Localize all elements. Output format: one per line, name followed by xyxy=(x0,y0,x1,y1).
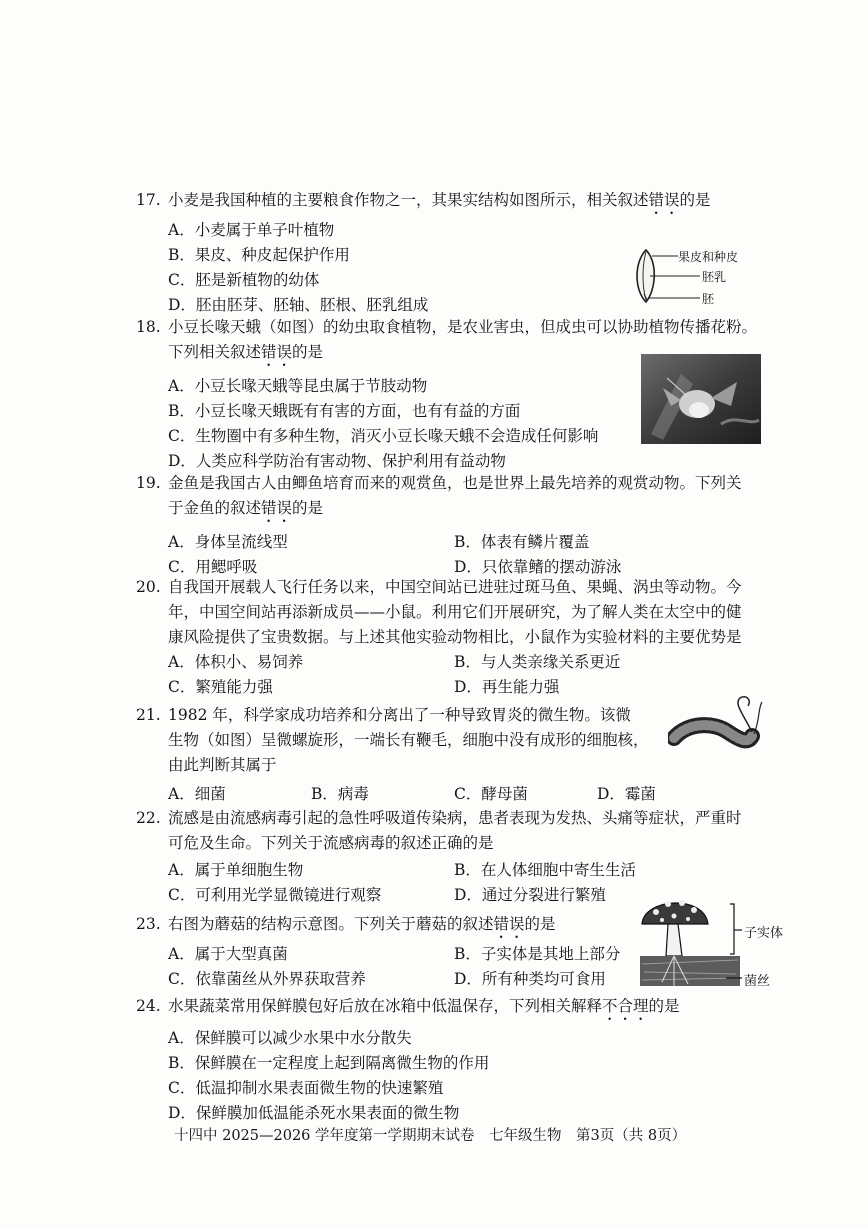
bacterium-figure xyxy=(668,692,768,762)
option-d: D．所有种类均可食用 xyxy=(454,970,606,988)
option-a: A．属于单细胞生物 xyxy=(168,861,304,879)
option-a: A．细菌 xyxy=(168,785,226,803)
option-c: C．低温抑制水果表面微生物的快速繁殖 xyxy=(168,1079,444,1097)
option-b: B．小豆长喙天蛾既有有害的方面，也有有益的方面 xyxy=(168,402,521,420)
option-b: B．保鲜膜在一定程度上起到隔离微生物的作用 xyxy=(168,1054,490,1072)
option-a: A．身体呈流线型 xyxy=(168,533,288,551)
question-stem-end: 的是 xyxy=(524,915,556,933)
question-stem: 自我国开展载人飞行任务以来，中国空间站已进驻过斑马鱼、果蝇、涡虫等动物。今 xyxy=(168,578,742,596)
option-c: C．酵母菌 xyxy=(454,785,528,803)
question-stem: 右图为蘑菇的结构示意图。下列关于蘑菇的叙述 xyxy=(168,915,494,933)
question-number: 21. xyxy=(136,706,161,724)
question-number: 24. xyxy=(136,997,161,1015)
question-number: 18. xyxy=(136,318,161,336)
question-stem: 金鱼是我国古人由鲫鱼培育而来的观赏鱼，也是世界上最先培养的观赏动物。下列关 xyxy=(168,474,742,492)
question-stem-cont: 由此判断其属于 xyxy=(168,756,277,774)
question-20 xyxy=(136,575,776,700)
question-stem-cont: 生物（如图）呈微螺旋形，一端长有鞭毛，细胞中没有成形的细胞核， xyxy=(168,731,649,749)
option-c: C．依靠菌丝从外界获取营养 xyxy=(168,970,366,988)
question-stem-end: 的是 xyxy=(292,343,324,361)
question-number: 20. xyxy=(136,578,161,596)
question-number: 22. xyxy=(136,809,161,827)
question-stem-cont: 康风险提供了宝贵数据。与上述其他实验动物相比，小鼠作为实验材料的主要优势是 xyxy=(168,628,742,646)
option-d: D．通过分裂进行繁殖 xyxy=(454,886,606,904)
option-c: C．胚是新植物的幼体 xyxy=(168,271,320,289)
page-footer: 十四中 2025—2026 学年度第一学期期末试卷 七年级生物 第3页（共 8页） xyxy=(174,1128,687,1144)
question-24 xyxy=(136,994,776,1126)
label-pericarp: 果皮和种皮 xyxy=(678,250,739,264)
question-stem-end: 的是 xyxy=(679,191,711,209)
emphasis-word: 不合理 xyxy=(602,997,649,1015)
option-a: A．小麦属于单子叶植物 xyxy=(168,221,335,239)
emphasis-word: 错误 xyxy=(261,343,293,361)
label-embryo: 胚 xyxy=(702,292,715,306)
wheat-grain-figure xyxy=(630,244,770,308)
emphasis-word: 错误 xyxy=(493,915,525,933)
hawk-moth-photo-illustration xyxy=(641,354,761,444)
helical-bacterium-illustration xyxy=(668,692,768,762)
question-19 xyxy=(136,471,776,580)
question-stem: 小麦是我国种植的主要粮食作物之一，其果实结构如图所示，相关叙述 xyxy=(168,191,649,209)
question-stem: 水果蔬菜常用保鲜膜包好后放在冰箱中低温保存，下列相关解释 xyxy=(168,997,603,1015)
label-fruiting-body: 子实体 xyxy=(744,926,784,941)
question-stem-cont: 于金鱼的叙述 xyxy=(168,499,262,517)
question-number: 19. xyxy=(136,474,161,492)
emphasis-word: 错误 xyxy=(648,191,680,209)
question-stem-cont: 下列相关叙述 xyxy=(168,343,262,361)
option-b: B．体表有鳞片覆盖 xyxy=(454,533,590,551)
option-d: D．胚由胚芽、胚轴、胚根、胚乳组成 xyxy=(168,296,429,314)
label-hyphae: 菌丝 xyxy=(744,974,771,989)
option-a: A．属于大型真菌 xyxy=(168,945,288,963)
option-d: D．人类应科学防治有害动物、保护利用有益动物 xyxy=(168,452,506,470)
question-stem-cont: 可危及生命。下列关于流感病毒的叙述正确的是 xyxy=(168,834,494,852)
options-row-1 xyxy=(136,530,776,555)
options-row xyxy=(136,782,776,807)
option-b: B．与人类亲缘关系更近 xyxy=(454,653,621,671)
option-d: D．霉菌 xyxy=(597,785,656,803)
question-stem-end: 的是 xyxy=(292,499,324,517)
option-c: C．繁殖能力强 xyxy=(168,678,273,696)
question-number: 17. xyxy=(136,191,161,209)
option-a: A．体积小、易饲养 xyxy=(168,653,304,671)
emphasis-word: 错误 xyxy=(261,499,293,517)
question-stem-cont: 年，中国空间站再添新成员——小鼠。利用它们开展研究，为了解人类在太空中的健 xyxy=(168,603,742,621)
option-c: C．生物圈中有多种生物，消灭小豆长喙天蛾不会造成任何影响 xyxy=(168,427,599,445)
moth-photo xyxy=(641,354,761,444)
option-b: B．子实体是其地上部分 xyxy=(454,945,621,963)
option-a: A．小豆长喙天蛾等昆虫属于节肢动物 xyxy=(168,377,428,395)
options-row-1 xyxy=(136,858,776,883)
question-number: 23. xyxy=(136,915,161,933)
mushroom-figure xyxy=(638,894,784,990)
option-d: D．只依靠鳍的摆动游泳 xyxy=(454,558,622,576)
option-d: D．再生能力强 xyxy=(454,678,560,696)
question-stem: 1982 年，科学家成功培养和分离出了一种导致胃炎的微生物。该微 xyxy=(168,706,631,724)
question-stem: 小豆长喙天蛾（如图）的幼虫取食植物，是农业害虫，但成虫可以协助植物传播花粉。 xyxy=(168,318,758,336)
question-22 xyxy=(136,806,776,908)
question-stem: 流感是由流感病毒引起的急性呼吸道传染病，患者表现为发热、头痛等症状，严重时 xyxy=(168,809,742,827)
option-a: A．保鲜膜可以减少水果中水分散失 xyxy=(168,1029,412,1047)
option-b: B．在人体细胞中寄生生活 xyxy=(454,861,636,879)
option-c: C．可利用光学显微镜进行观察 xyxy=(168,886,382,904)
option-c: C．用鳃呼吸 xyxy=(168,558,258,576)
option-b: B．病毒 xyxy=(311,785,369,803)
label-endosperm: 胚乳 xyxy=(702,270,727,284)
option-d: D．保鲜膜加低温能杀死水果表面的微生物 xyxy=(168,1104,460,1122)
question-stem-end: 的是 xyxy=(648,997,680,1015)
option-b: B．果皮、种皮起保护作用 xyxy=(168,246,350,264)
options-row-1 xyxy=(136,650,776,675)
